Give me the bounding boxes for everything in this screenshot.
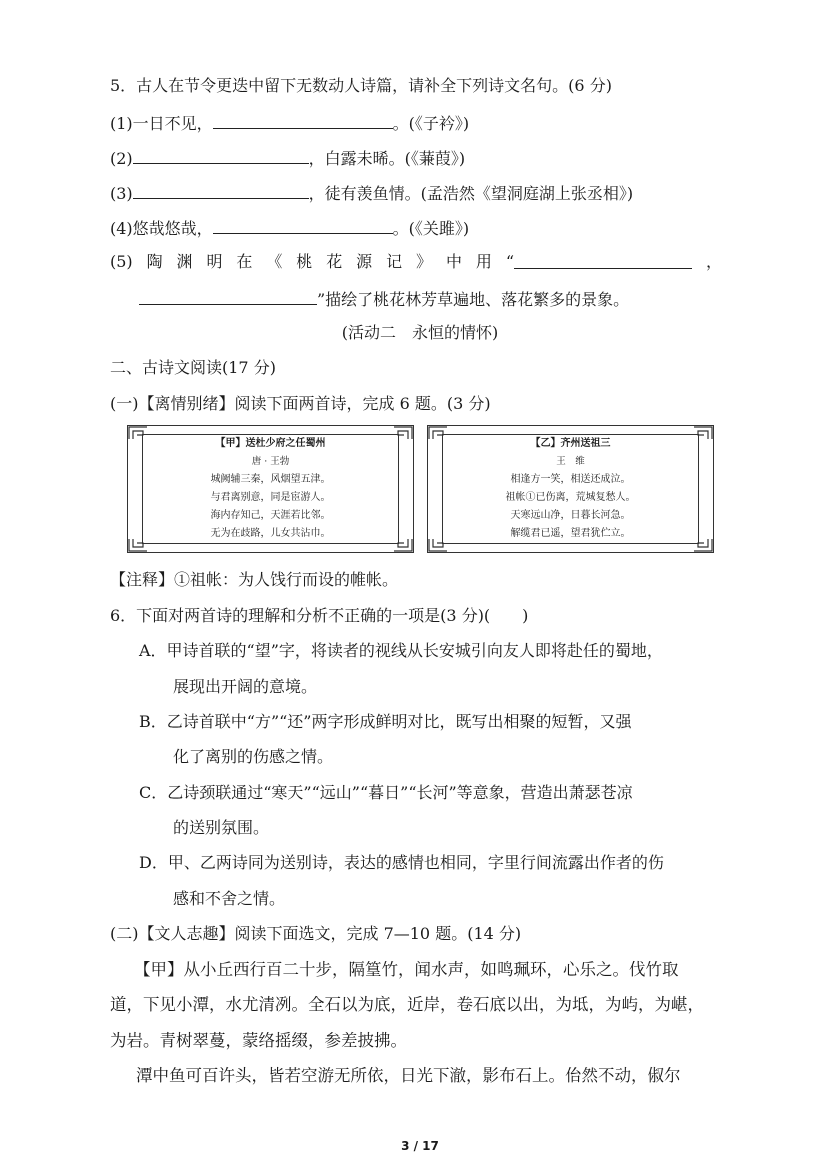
poem-line: 解缆君已遥，望君犹伫立。 bbox=[510, 528, 631, 539]
section-heading: 二、古诗文阅读(17 分) bbox=[110, 358, 276, 377]
option-a-line2: 展现出开阔的意境。 bbox=[173, 677, 318, 696]
option-c-line1[interactable]: C．乙诗颈联通过“寒天”“远山”“暮日”“长河”等意象，营造出萧瑟苍凉 bbox=[139, 783, 633, 802]
q5-item-5-char: 桃 bbox=[296, 252, 313, 271]
poem-box-yi bbox=[427, 425, 714, 553]
passage-line: 潭中鱼可百许头，皆若空游无所依，日光下澈，影布石上。佁然不动，俶尔 bbox=[136, 1066, 681, 1085]
part-1-heading: (一)【离情别绪】阅读下面两首诗，完成 6 题。(3 分) bbox=[110, 394, 491, 413]
answer-blank[interactable] bbox=[133, 182, 309, 199]
fret-corner-ornament bbox=[427, 425, 449, 441]
answer-blank[interactable] bbox=[133, 147, 309, 164]
poem-line: 无为在歧路，儿女共沾巾。 bbox=[210, 528, 331, 539]
fret-corner-ornament bbox=[427, 537, 449, 553]
q5-item-5-line2-text: ”描绘了桃花林芳草遍地、落花繁多的景象。 bbox=[317, 290, 630, 309]
q5-item-5-char: 陶 bbox=[146, 252, 163, 271]
fret-corner-ornament bbox=[692, 537, 714, 553]
poem-box-jia bbox=[127, 425, 414, 553]
q5-item-5-char: 渊 bbox=[176, 252, 193, 271]
option-a-line1[interactable]: A．甲诗首联的“望”字，将读者的视线从长安城引向友人即将赴任的蜀地， bbox=[139, 641, 663, 660]
q5-item-5-char: (5) bbox=[110, 252, 133, 271]
open-quote: “ bbox=[505, 252, 515, 271]
passage-line: 道，下见小潭，水尤清冽。全石以为底，近岸，卷石底以出，为坻，为屿，为嵁， bbox=[110, 995, 704, 1014]
poem-line: 天寒远山净，日暮长河急。 bbox=[510, 510, 631, 521]
q5-item-2-prefix: (2) bbox=[110, 149, 133, 168]
poem-author: 唐 · 王勃 bbox=[251, 456, 290, 467]
q5-item-5 bbox=[110, 252, 722, 272]
part-2-heading: (二)【文人志趣】阅读下面选文，完成 7—10 题。(14 分) bbox=[110, 924, 522, 943]
answer-blank[interactable] bbox=[213, 217, 393, 234]
poem-line: 祖帐①已伤离，荒城复愁人。 bbox=[505, 492, 636, 503]
q5-item-5-char: 花 bbox=[326, 252, 343, 271]
answer-blank[interactable] bbox=[514, 252, 692, 269]
passage-line: 【甲】从小丘西行百二十步，隔篁竹，闻水声，如鸣珮环，心乐之。伐竹取 bbox=[134, 960, 679, 979]
answer-blank[interactable] bbox=[139, 288, 317, 305]
q5-item-5-char: 》 bbox=[416, 252, 433, 271]
option-d-line2: 感和不舍之情。 bbox=[173, 889, 286, 908]
poem-line: 海内存知己，天涯若比邻。 bbox=[210, 510, 331, 521]
q5-item-5-char: 在 bbox=[236, 252, 253, 271]
poem-line: 与君离别意，同是宦游人。 bbox=[210, 492, 331, 503]
fret-corner-ornament bbox=[392, 537, 414, 553]
q5-item-3 bbox=[110, 182, 633, 204]
option-b-line1[interactable]: B．乙诗首联中“方”“还”两字形成鲜明对比，既写出相聚的短暂，又强 bbox=[139, 712, 632, 731]
q5-item-5-char: 中 bbox=[445, 252, 462, 271]
fret-corner-ornament bbox=[127, 425, 149, 441]
q5-item-5-char: ， bbox=[705, 252, 722, 271]
q5-item-2-suffix: ，白露未晞。(《蒹葭》) bbox=[308, 149, 466, 168]
q5-item-1-prefix: (1)一日不见， bbox=[110, 114, 213, 133]
poem-title: 【甲】送杜少府之任蜀州 bbox=[215, 438, 326, 449]
passage-line: 为岩。青树翠蔓，蒙络摇缀，参差披拂。 bbox=[110, 1031, 407, 1050]
q5-item-1 bbox=[110, 112, 469, 134]
poem-line: 城阙辅三秦，风烟望五津。 bbox=[210, 474, 331, 485]
poem-content bbox=[428, 433, 713, 543]
q5-item-5-char: 明 bbox=[206, 252, 223, 271]
q5-item-3-prefix: (3) bbox=[110, 184, 133, 203]
q5-item-1-suffix: 。(《子衿》) bbox=[392, 114, 470, 133]
fret-corner-ornament bbox=[692, 425, 714, 441]
poem-content bbox=[128, 433, 413, 543]
q5-item-3-suffix: ，徒有羡鱼情。(孟浩然《望洞庭湖上张丞相》) bbox=[308, 184, 634, 203]
fret-corner-ornament bbox=[392, 425, 414, 441]
option-b-line2: 化了离别的伤感之情。 bbox=[173, 747, 334, 766]
option-d-line1[interactable]: D．甲、乙两诗同为送别诗，表达的感情也相同，字里行间流露出作者的伤 bbox=[139, 853, 664, 872]
activity-heading: (活动二 永恒的情怀) bbox=[341, 323, 499, 342]
answer-blank[interactable] bbox=[213, 112, 393, 129]
page-number: 3 / 17 bbox=[401, 1139, 439, 1153]
q5-item-5-char: 《 bbox=[266, 252, 283, 271]
q5-item-5-char: 源 bbox=[356, 252, 373, 271]
poem-title: 【乙】齐州送祖三 bbox=[530, 438, 611, 449]
q5-item-4-suffix: 。(《关雎》) bbox=[392, 219, 470, 238]
q5-item-5-char bbox=[506, 252, 692, 272]
q5-item-2 bbox=[110, 147, 465, 169]
annotation-note: 【注释】①祖帐：为人饯行而设的帷帐。 bbox=[110, 570, 399, 589]
q5-title: 5．古人在节令更迭中留下无数动人诗篇，请补全下列诗文名句。(6 分) bbox=[110, 76, 612, 95]
q5-item-5-char: 记 bbox=[386, 252, 403, 271]
q5-item-5-line2 bbox=[139, 288, 629, 310]
option-c-line2: 的送别氛围。 bbox=[173, 818, 270, 837]
q5-item-4-prefix: (4)悠哉悠哉， bbox=[110, 219, 213, 238]
q5-item-4 bbox=[110, 217, 469, 239]
poem-line: 相逢方一笑，相送还成泣。 bbox=[510, 474, 631, 485]
poem-author: 王 维 bbox=[556, 456, 585, 467]
q6-stem: 6．下面对两首诗的理解和分析不正确的一项是(3 分)( ) bbox=[110, 606, 529, 625]
fret-corner-ornament bbox=[127, 537, 149, 553]
q5-item-5-char: 用 bbox=[475, 252, 492, 271]
